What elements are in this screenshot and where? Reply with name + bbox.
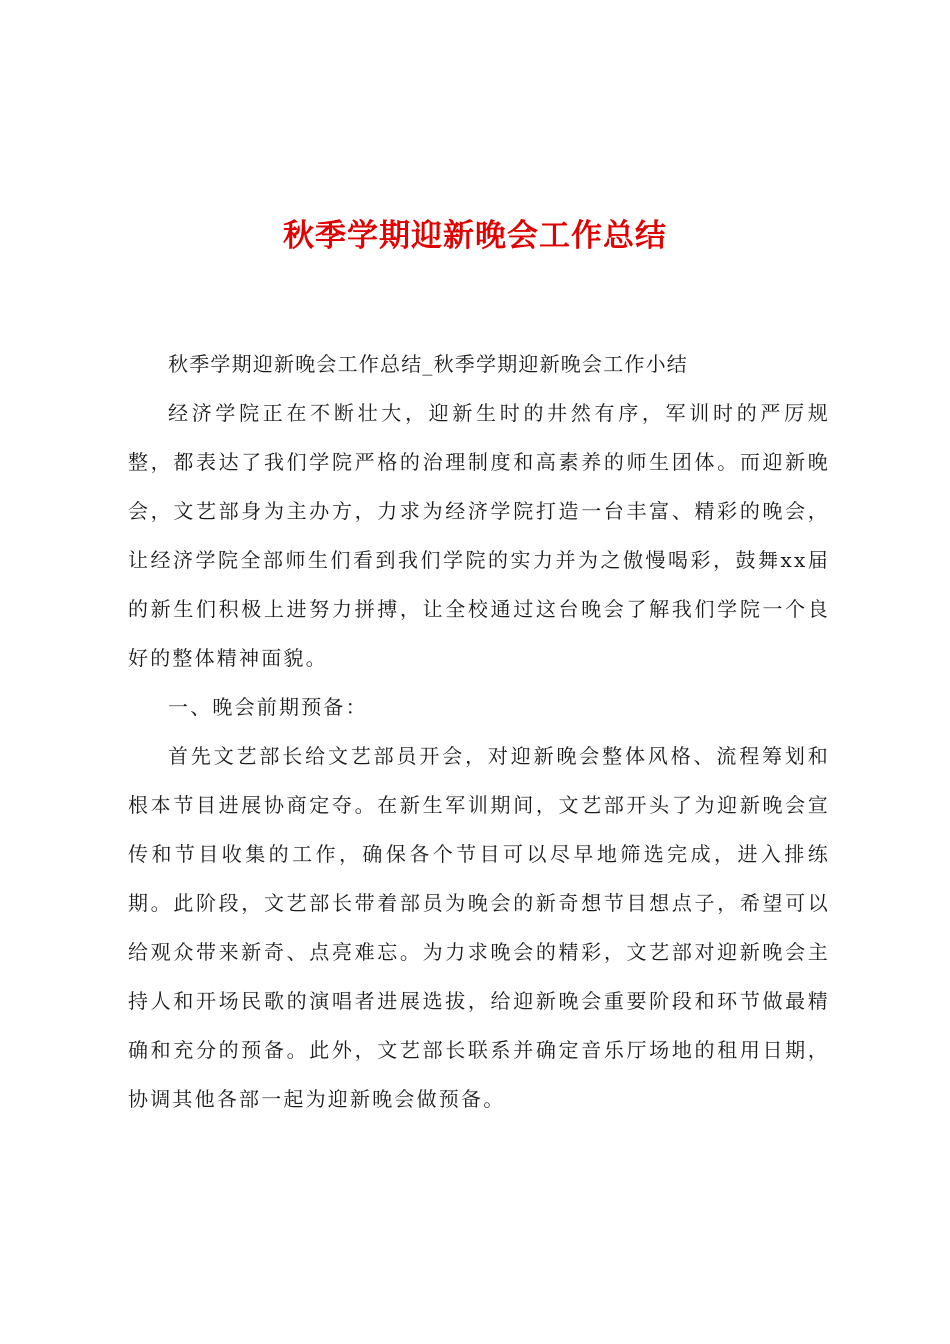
document-body bbox=[128, 340, 830, 1124]
section-heading-preparation: 一、晚会前期预备： bbox=[168, 695, 368, 719]
paragraph-preparation: 首先文艺部长给文艺部员开会，对迎新晚会整体风格、流程筹划和根本节目进展协商定夺。在新生军训期间，文艺部开头了为迎新晚会宣传和节目收集的工作，确保各个节目可以尽早地筛选完成，进入排练期。此阶段，文艺部长带着部员为晚会的新奇想节目想点子，希望可以给观众带来新奇、点亮难忘。为力求晚会的精彩，文艺部对迎新晚会主持人和开场民歌的演唱者进展选拔，给迎新晚会重要阶段和环节做最精确和充分的预备。此外，文艺部长联系并确定音乐厅场地的租用日期，协调其他各部一起为迎新晚会做预备。 bbox=[128, 744, 830, 1111]
document-title: 秋季学期迎新晚会工作总结 bbox=[283, 218, 667, 254]
paragraph-intro: 经济学院正在不断壮大，迎新生时的井然有序，军训时的严厉规整，都表达了我们学院严格的治理制度和高素养的师生团体。而迎新晚会，文艺部身为主办方，力求为经济学院打造一台丰富、精彩的晚会，让经济学院全部师生们看到我们学院的实力并为之傲慢喝彩，鼓舞xx届的新生们积极上进努力拼搏，让全校通过这台晚会了解我们学院一个良好的整体精神面貌。 bbox=[128, 401, 830, 670]
document-subtitle: 秋季学期迎新晚会工作总结_秋季学期迎新晚会工作小结 bbox=[168, 352, 688, 376]
